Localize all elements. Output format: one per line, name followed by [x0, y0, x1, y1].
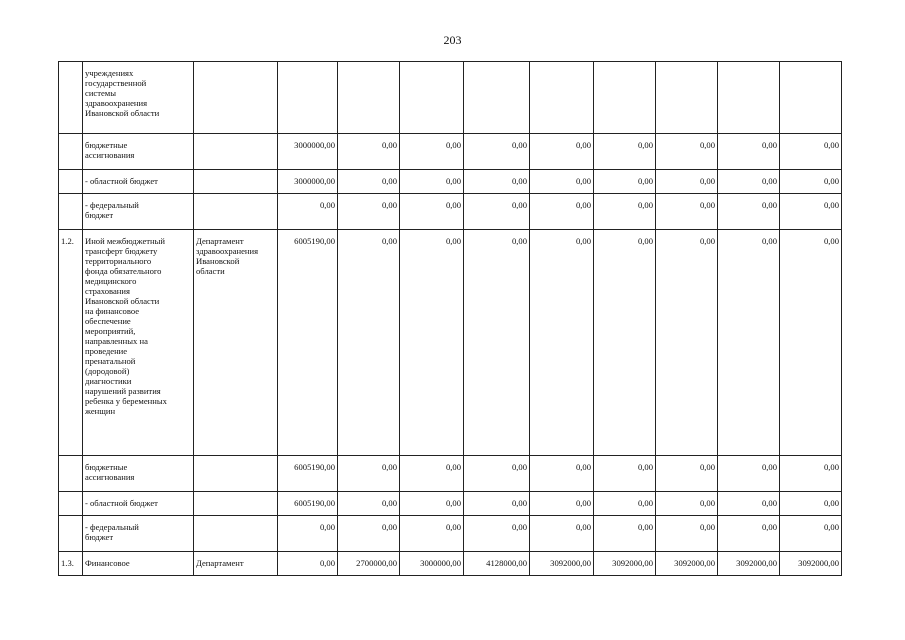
description-cell: [83, 230, 194, 456]
description-text: учреждениях государственной системы здравоохранения Ивановской области: [85, 68, 160, 118]
amount-cell: 0,00: [656, 456, 718, 492]
description-cell: [83, 456, 194, 492]
amount-cell: [718, 62, 780, 134]
amount-cell: 0,00: [530, 230, 594, 456]
responsible-cell: [194, 134, 278, 170]
description-text: бюджетные ассигнования: [85, 462, 135, 482]
amount-cell: 0,00: [780, 134, 842, 170]
row-index-cell: [59, 516, 83, 552]
amount-cell: 0,00: [530, 516, 594, 552]
amount-cell: 0,00: [464, 194, 530, 230]
row-index-cell: [59, 134, 83, 170]
amount-cell: 0,00: [338, 456, 400, 492]
table-row: [59, 516, 842, 552]
amount-cell: 0,00: [594, 516, 656, 552]
amount-cell: 0,00: [718, 492, 780, 516]
table-row: [59, 456, 842, 492]
amount-cell: 0,00: [464, 492, 530, 516]
responsible-cell: [194, 456, 278, 492]
responsible-cell: [194, 492, 278, 516]
amount-cell: 3092000,00: [594, 552, 656, 576]
amount-cell: 0,00: [780, 230, 842, 456]
amount-cell: 0,00: [530, 194, 594, 230]
table-row: [59, 552, 842, 576]
amount-cell: 0,00: [338, 194, 400, 230]
description-cell: [83, 134, 194, 170]
responsible-cell: [194, 62, 278, 134]
description-cell: [83, 492, 194, 516]
responsible-text: Департамент здравоохранения Ивановской области: [196, 236, 259, 276]
amount-cell: 0,00: [278, 194, 338, 230]
description-text: - федеральный бюджет: [85, 200, 139, 220]
amount-cell: 0,00: [400, 456, 464, 492]
amount-cell: 3092000,00: [780, 552, 842, 576]
table-row: [59, 62, 842, 134]
amount-cell: 0,00: [278, 516, 338, 552]
amount-cell: [780, 62, 842, 134]
amount-cell: 0,00: [338, 492, 400, 516]
amount-cell: [656, 62, 718, 134]
responsible-text: Департамент: [196, 558, 244, 568]
amount-cell: 3092000,00: [530, 552, 594, 576]
amount-cell: 6005190,00: [278, 456, 338, 492]
amount-cell: 0,00: [656, 194, 718, 230]
amount-cell: 0,00: [594, 456, 656, 492]
amount-cell: 0,00: [278, 552, 338, 576]
amount-cell: 0,00: [718, 230, 780, 456]
amount-cell: 0,00: [718, 194, 780, 230]
amount-cell: 0,00: [656, 516, 718, 552]
amount-cell: 4128000,00: [464, 552, 530, 576]
page-number: 203: [443, 33, 462, 47]
description-text: - областной бюджет: [85, 176, 158, 186]
row-index-cell: 1.2.: [59, 230, 83, 456]
amount-cell: 0,00: [530, 170, 594, 194]
amount-cell: 0,00: [656, 170, 718, 194]
amount-cell: 0,00: [718, 134, 780, 170]
amount-cell: 0,00: [718, 456, 780, 492]
amount-cell: 0,00: [464, 134, 530, 170]
amount-cell: 2700000,00: [338, 552, 400, 576]
responsible-cell: [194, 516, 278, 552]
description-cell: [83, 62, 194, 134]
amount-cell: 0,00: [780, 456, 842, 492]
amount-cell: [338, 62, 400, 134]
amount-cell: 0,00: [338, 134, 400, 170]
row-index-cell: 1.3.: [59, 552, 83, 576]
amount-cell: 3000000,00: [400, 552, 464, 576]
table-row: [59, 194, 842, 230]
responsible-cell: [194, 194, 278, 230]
amount-cell: 0,00: [718, 170, 780, 194]
description-cell: [83, 516, 194, 552]
amount-cell: 0,00: [400, 230, 464, 456]
description-cell: [83, 552, 194, 576]
amount-cell: 3092000,00: [656, 552, 718, 576]
amount-cell: 0,00: [780, 170, 842, 194]
amount-cell: 0,00: [530, 134, 594, 170]
description-text: - федеральный бюджет: [85, 522, 139, 542]
amount-cell: 0,00: [400, 134, 464, 170]
amount-cell: 0,00: [594, 194, 656, 230]
amount-cell: 0,00: [656, 230, 718, 456]
amount-cell: 0,00: [594, 230, 656, 456]
amount-cell: 0,00: [338, 516, 400, 552]
amount-cell: 0,00: [464, 230, 530, 456]
amount-cell: 0,00: [400, 516, 464, 552]
amount-cell: 0,00: [338, 170, 400, 194]
amount-cell: [400, 62, 464, 134]
description-text: - областной бюджет: [85, 498, 158, 508]
amount-cell: 0,00: [656, 134, 718, 170]
responsible-cell: [194, 170, 278, 194]
amount-cell: [278, 62, 338, 134]
description-cell: [83, 194, 194, 230]
amount-cell: 0,00: [780, 194, 842, 230]
amount-cell: 0,00: [594, 134, 656, 170]
amount-cell: 0,00: [464, 456, 530, 492]
amount-cell: [464, 62, 530, 134]
table-row: [59, 492, 842, 516]
amount-cell: 0,00: [338, 230, 400, 456]
table-row: [59, 134, 842, 170]
amount-cell: 0,00: [464, 516, 530, 552]
row-index-cell: [59, 492, 83, 516]
amount-cell: 0,00: [718, 516, 780, 552]
table-row: [59, 230, 842, 456]
amount-cell: 0,00: [780, 516, 842, 552]
row-index-cell: [59, 62, 83, 134]
amount-cell: 0,00: [530, 492, 594, 516]
amount-cell: 0,00: [594, 492, 656, 516]
amount-cell: [530, 62, 594, 134]
budget-table: [58, 61, 842, 576]
row-index-cell: [59, 456, 83, 492]
amount-cell: 6005190,00: [278, 492, 338, 516]
description-text: бюджетные ассигнования: [85, 140, 135, 160]
amount-cell: 0,00: [780, 492, 842, 516]
description-cell: [83, 170, 194, 194]
amount-cell: 0,00: [400, 492, 464, 516]
amount-cell: 0,00: [656, 492, 718, 516]
amount-cell: 0,00: [400, 170, 464, 194]
amount-cell: 0,00: [530, 456, 594, 492]
description-text: Финансовое: [85, 558, 130, 568]
amount-cell: [594, 62, 656, 134]
description-text: Иной межбюджетный трансферт бюджету территориального фонда обязательного медицинского страхования Ивановской области на финансовое обеспечение мероприятий, направленных на проведение пренатальной (дородовой) диагностики нарушений развития ребенка у беременных женщин: [85, 236, 167, 416]
amount-cell: 0,00: [594, 170, 656, 194]
row-index-cell: [59, 170, 83, 194]
amount-cell: 0,00: [464, 170, 530, 194]
amount-cell: 3092000,00: [718, 552, 780, 576]
amount-cell: 6005190,00: [278, 230, 338, 456]
row-index-cell: [59, 194, 83, 230]
table-row: [59, 170, 842, 194]
responsible-cell: [194, 230, 278, 456]
amount-cell: 3000000,00: [278, 170, 338, 194]
amount-cell: 3000000,00: [278, 134, 338, 170]
responsible-cell: [194, 552, 278, 576]
amount-cell: 0,00: [400, 194, 464, 230]
